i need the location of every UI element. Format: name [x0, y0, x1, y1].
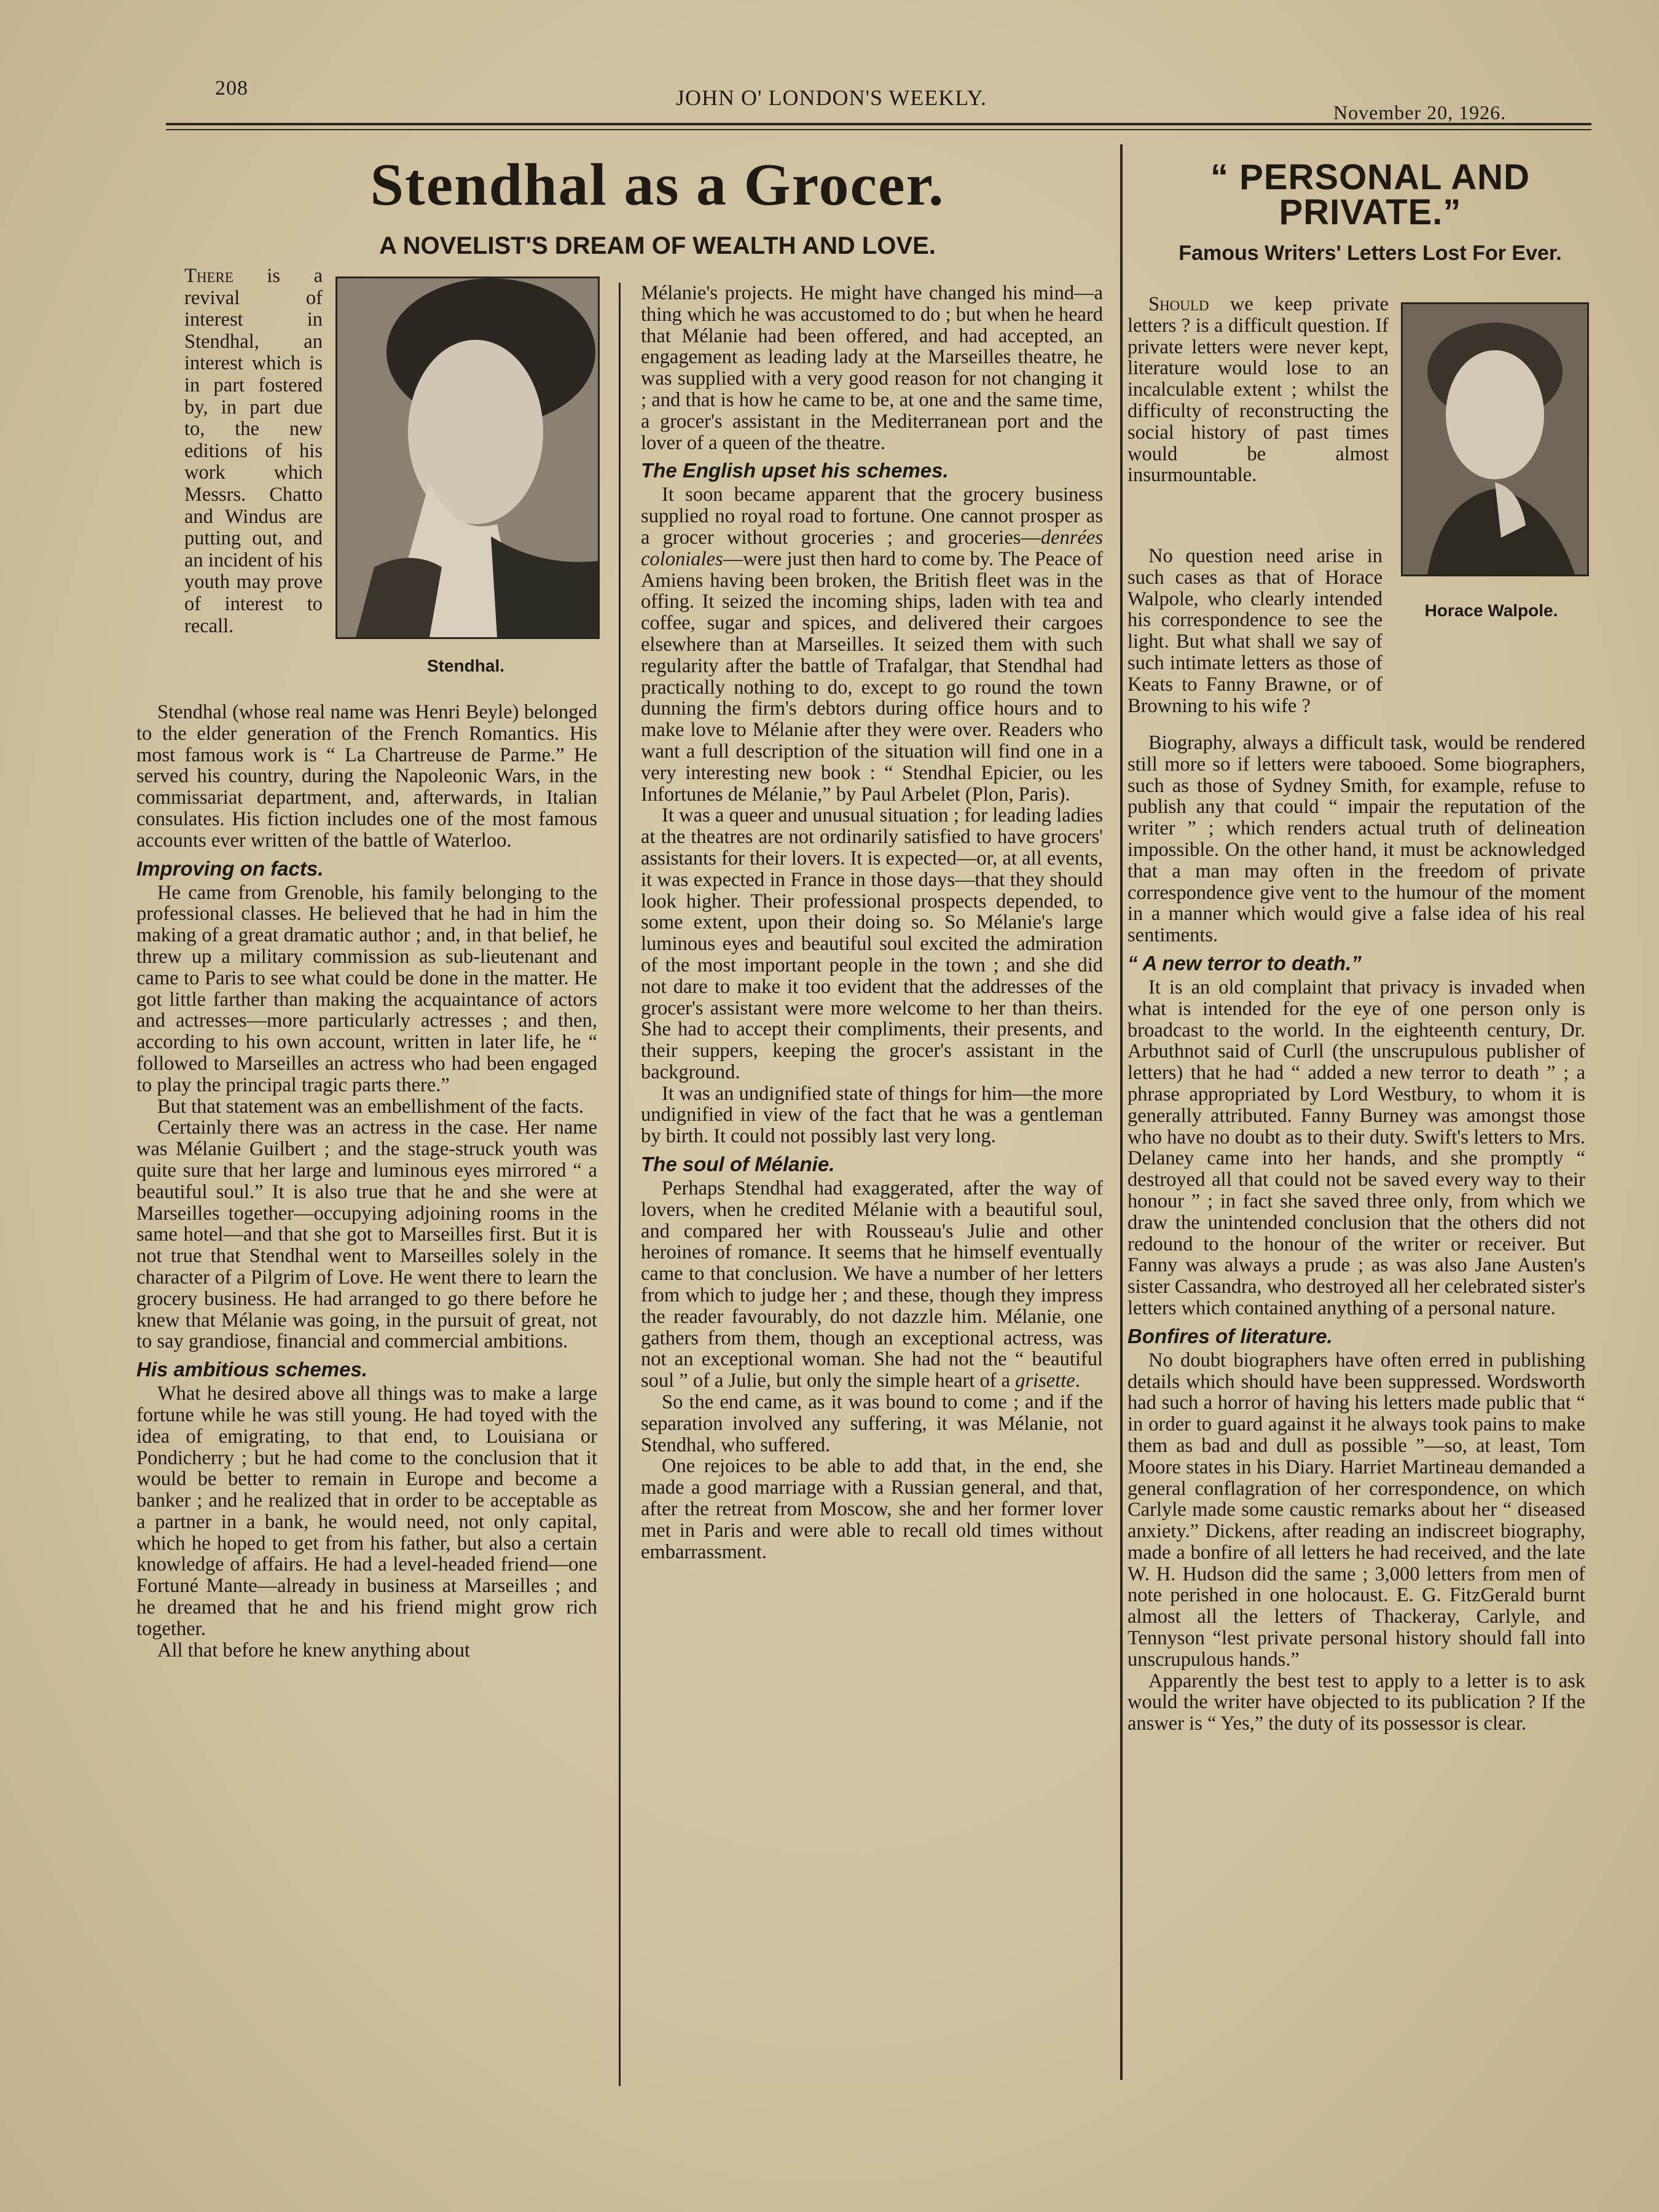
article-title: Stendhal as a Grocer. [370, 152, 945, 218]
middle-column [641, 283, 1103, 1563]
right-column-main [1128, 732, 1585, 1735]
subhead-soul: The soul of Mélanie. [641, 1153, 835, 1176]
right-article-subtitle: Famous Writers' Letters Lost For Ever. [1179, 241, 1562, 265]
article-subtitle: A NOVELIST'S DREAM OF WEALTH AND LOVE. [379, 232, 936, 259]
column-rule-right [1120, 144, 1123, 2080]
header-rule [166, 123, 1591, 125]
improving-paragraph-1: He came from Grenoble, his family belonging to the professional classes. He believed that he had in him the making of a great dramatic author ; and, in that belief, he threw up a military commission as sub-lieutenant and came to Paris to see what could be done in the matter. He got little farther than making the acquaintance of actors and actresses—more particularly actresses ; and then, according to his own account, written in later life, he “ followed to Marseilles an actress who had been engaged to play the principal tragic parts there.” [136, 881, 597, 1096]
subhead-bonfires: Bonfires of literature. [1128, 1324, 1333, 1347]
improving-paragraph-3: Certainly there was an actress in the case. Her name was Mélanie Guilbert ; and the stage-struck youth was quite sure that her large and luminous eyes mirrored “ a beautiful soul.” It is also true that he and she were at Marseilles together—occupying adjoining rooms in the same hotel—and that she got to Marseilles first. But it is not true that Stendhal went to Marseilles solely in the character of a Pilgrim of Love. He went there to learn the grocery business. He had arranged to go there before he knew that Mélanie was going, in the pursuit of great, not to say grandiose, financial and commercial ambitions. [136, 1116, 597, 1353]
right-paragraph-3: Biography, always a difficult task, would be rendered still more so if letters were tabooed. Some biographers, such as those of Sydney Smith, for example, refuse to publish any that could “ impair the reputation of the writer ” ; which renders actual truth of delineation impossible. On the other hand, it must be acknowledged that a man may often in the freedom of private correspondence give vent to the humour of the moment in a manner which would give a false idea of his real sentiments. [1128, 732, 1585, 947]
middle-paragraph-0: Mélanie's projects. He might have changed his mind—a thing which he was accustomed to do ; but when he heard that Mélanie had been offered, and had accepted, an engagement as leading lady at the Marseilles theatre, he was supplied with a very good reason for not changing it ; and that is how he came to be, at one and the same time, a grocer's assistant in the Mediterranean port and the lover of a queen of the theatre. [641, 282, 1103, 454]
intro-wrap-text [184, 265, 323, 637]
portrait-icon [337, 278, 598, 637]
intro-paragraph-2: Stendhal (whose real name was Henri Beyle) belonged to the elder generation of the French Romantics. His most famous work is “ La Chartreuse de Parme.” He served his country, during the Napoleonic Wars, in the commissariat department, and, afterwards, in Italian consulates. His fiction includes one of the most famous accounts ever written of the battle of Waterloo. [136, 701, 597, 852]
header-rule-thin [166, 129, 1591, 130]
bonfires-paragraph-2: Apparently the best test to apply to a letter is to ask would the writer have objected to its publication ? If the answer is “ Yes,” the duty of its possessor is clear. [1128, 1669, 1585, 1735]
english-paragraph-1: It soon became apparent that the grocery business supplied no royal road to fortune. One cannot prosper as a grocer without groceries ; and groceries—denrées coloniales—were just then hard to come by. The Peace of Amiens having been broken, the British fleet was in the offing. It seized the incoming ships, laden with tea and coffee, sugar and spices, and delivered their cargoes elsewhere than at Marseilles. It seized them with such regularity after the battle of Trafalgar, that Stendhal had practically nothing to do, except to go round the town dunning the firm's debtors during office hours and to make love to Mélanie after they were over. Readers who want a full description of the situation will find one in a very interesting new book : “ Stendhal Epicier, ou les Infortunes de Mélanie,” by Paul Arbelet (Plon, Paris). [641, 484, 1103, 806]
ambitious-paragraph-1: What he desired above all things was to make a large fortune while he was still young. He had toyed with the idea of emigrating, to that end, to Louisiana or Pondicherry ; but he had come to the conclusion that it would be better to remain in Europe and become a banker ; and he realized that in order to be acceptable as a partner in a bank, he would need, not only capital, which he hoped to get from his father, but also a certain knowledge of affairs. He had a level-headed friend—one Fortuné Mante—already in business at Marseilles ; and he dreamed that he and his friend might grow rich together. [136, 1382, 597, 1640]
portrait-icon [1403, 304, 1587, 575]
intro-first-word: There [184, 265, 233, 287]
stendhal-portrait [335, 276, 600, 639]
walpole-caption: Horace Walpole. [1424, 601, 1558, 620]
left-column [136, 702, 597, 1661]
column-rule-mid [619, 283, 621, 2086]
publication-name: JOHN O' LONDON'S WEEKLY. [676, 85, 987, 110]
bonfires-paragraph-1: No doubt biographers have often erred in publishing details which should have been suppressed. Wordsworth had such a horror of having his letters made public that “ in order to guard against it he always took pains to make them as bad and dull as possible ”—so, at least, Tom Moore states in his Diary. Harriet Martineau demanded a general conflagration of her correspondence, on which Carlyle made some caustic remarks about her “ diseased anxiety.” Dickens, after reading an indiscreet biography, made a bonfire of all letters he had received, and the late W. H. Hudson did the same ; 3,000 letters from men of note perished in one holocaust. E. G. FitzGerald burnt almost all the letters of Thackeray, Carlyle, and Tennyson “lest private personal history should fall into unscrupulous hands.” [1128, 1349, 1585, 1671]
improving-paragraph-2: But that statement was an embellishment of the facts. [157, 1095, 584, 1118]
subhead-english: The English upset his schemes. [641, 459, 949, 482]
soul-paragraph-3: One rejoices to be able to add that, in the end, she made a good marriage with a Russian general, and that, after the retreat from Moscow, she and her former lover met in Paris and were able to recall old times without embarrassment. [641, 1455, 1103, 1563]
right-article-title-line2: PRIVATE.” [1279, 192, 1462, 232]
ambitious-paragraph-2: All that before he knew anything about [157, 1639, 471, 1661]
intro-text: is a revival of interest in Stendhal, an interest which is in part fostered by, in part due to, the new editions of his work which Messrs. Chatto and Windus are putting out, and an incident of his youth may prove of interest to recall. [184, 265, 323, 637]
issue-date: November 20, 1926. [1333, 101, 1507, 124]
soul-paragraph-2: So the end came, as it was bound to come ; and if the separation involved any suffering, it was Mélanie, not Stendhal, who suffered. [641, 1391, 1103, 1456]
subhead-ambitious: His ambitious schemes. [136, 1358, 367, 1381]
right-column [1128, 546, 1585, 716]
english-paragraph-3: It was an undignified state of things for him—the more undignified in view of the fact that he was a gentleman by birth. It could not possibly last very long. [641, 1082, 1103, 1148]
stendhal-caption: Stendhal. [426, 656, 504, 675]
subhead-improving: Improving on facts. [136, 857, 324, 880]
right-article-title-line1: “ PERSONAL AND [1210, 157, 1530, 197]
walpole-portrait [1401, 302, 1589, 576]
right-wrap-text: Should we keep private letters ? is a difficult question. If private letters were never kept, literature would lose to an incalculable extent ; whilst the difficulty of reconstructing the social history of past times would be almost insurmountable. [1128, 293, 1389, 487]
subhead-terror: “ A new terror to death.” [1128, 951, 1362, 975]
terror-paragraph: It is an old complaint that privacy is invaded when what is intended for the eye of one person only is broadcast to the world. In the eighteenth century, Dr. Arbuthnot said of Curll (the unscrupulous publisher of letters) that he had “ added a new terror to death ” ; a phrase appropriated by Lord Westbury, to whom it is generally attributed. Fanny Burney was amongst those who have no doubt as to their duty. Swift's letters to Mrs. Delaney came into her hands, and she promptly “ destroyed all that could not be saved every way to their honour ” ; in fact she saved three only, from which we draw the unintended conclusion that the others did not redound to the honour of the writer or receiver. But Fanny was always a prude ; as was also Jane Austen's sister Cassandra, who destroyed all her celebrated sister's letters which contained anything of a personal nature. [1128, 976, 1585, 1319]
page-number: 208 [215, 77, 248, 100]
right-paragraph-2: No question need arise in such cases as that of Horace Walpole, who clearly intended his correspondence to see the light. But what shall we say of such intimate letters as those of Keats to Fanny Brawne, or of Browning to his wife ? [1128, 545, 1382, 717]
english-paragraph-2: It was a queer and unusual situation ; for leading ladies at the theatres are not ordinarily satisfied to have grocers' assistants for their lovers. It is expected—or, at all events, it was expected in France in those days—that they should look higher. Their professional prospects depended, to some extent, upon their doing so. So Mélanie's large luminous eyes and beautiful soul excited the admiration of the most important people in the town ; and she did not dare to make it too evident that the addresses of the grocer's assistant were more welcome to her than theirs. She had to accept their compliments, their presents, and their suppers, keeping the grocer's assistant in the background. [641, 804, 1103, 1083]
soul-paragraph-1: Perhaps Stendhal had exaggerated, after the way of lovers, when he credited Mélanie with a beautiful soul, and compared her with Rousseau's Julie and other heroines of romance. It seems that he himself eventually came to that conclusion. We have a number of her letters from which to judge her ; and these, though they impress the reader favourably, do not dazzle him. Mélanie, one gathers from them, though an exceptional actress, was not an exceptional woman. She had not the “ beautiful soul ” of a Julie, but only the simple heart of a grisette. [641, 1177, 1103, 1392]
right-first-word: Should [1148, 293, 1209, 315]
